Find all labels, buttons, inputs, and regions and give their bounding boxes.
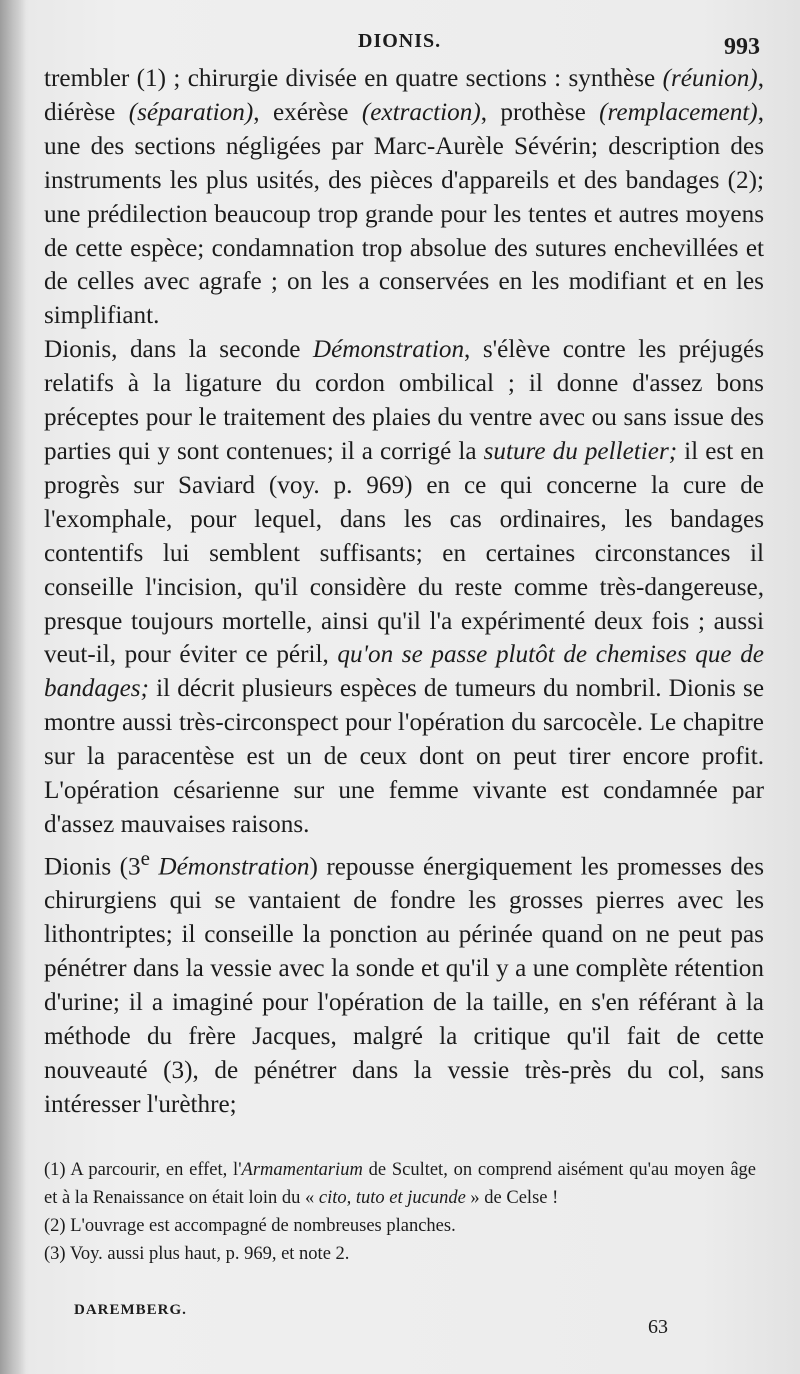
printer-signature: DAREMBERG. [74, 1302, 187, 1318]
text-run: (2) L'ouvrage est accompagné de nombreuses planches. [44, 1216, 456, 1236]
italic-text: (extraction) [361, 98, 481, 126]
text-run: Dionis, dans la seconde [44, 336, 313, 364]
text-run: , une des sections négligées par Marc-Aurèle Sévérin; description des instruments les plus usités, des pièces d'appareils et des bandages (2); une prédilection beaucoup trop grande pour les tentes et autres moyens de cette espèce; condamnation trop absolue des sutures enchevillées et de celles avec agrafe ; on les a conservées en les modifiant et en les simplifiant. [44, 98, 764, 330]
footnote [44, 1212, 756, 1240]
paragraph [44, 62, 764, 333]
text-run: il est en progrès sur Saviard (voy. p. 969) en ce qui concerne la cure de l'exomphale, pour lequel, dans les cas ordinaires, les bandages contentifs lui semblent suffisants; en certaines circonstances il conseille l'incision, qu'il considère du reste comme très-dangereuse, presque toujours mortelle, ainsi qu'il l'a expérimenté deux fois ; aussi veut-il, pour éviter ce péril, [44, 437, 764, 669]
footnote [44, 1240, 756, 1268]
italic-text: Démonstration [312, 336, 465, 364]
italic-text: qu'on se passe plutôt de chemises que de bandages; [44, 641, 764, 703]
italic-text: cito, tuto et jucunde [318, 1188, 466, 1208]
sheet-number: 63 [648, 1316, 668, 1338]
running-head: DIONIS. [358, 30, 442, 52]
text-run: il décrit plusieurs espèces de tumeurs du nombril. Dionis se montre aussi très-circonspect pour l'opération du sarcocèle. Le chapitre sur la paracentèse est un de ceux dont on peut tirer encore profit. L'opération césarienne sur une femme vivante est condamnée par d'assez mauvaises raisons. [44, 675, 764, 838]
italic-text: (remplacement) [599, 98, 758, 126]
text-run: (1) A parcourir, en effet, l' [44, 1160, 242, 1180]
italic-text: Armamentarium [241, 1160, 363, 1180]
italic-text: suture du pelletier; [483, 437, 678, 465]
footnotes [44, 1156, 756, 1268]
page-number: 993 [724, 34, 760, 60]
paragraph [44, 842, 764, 1122]
italic-text: (séparation) [128, 98, 254, 126]
italic-text: (réunion) [662, 65, 758, 92]
text-run: (3) Voy. aussi plus haut, p. 969, et note 2. [44, 1244, 350, 1264]
text-run: , s'élève contre les préjugés relatifs à la ligature du cordon ombilical ; il donne d'assez bons préceptes pour le traitement des plaies du ventre avec ou sans issue des parties qui y sont contenues; il a corrigé la [44, 336, 764, 465]
text-run: , prothèse [480, 98, 600, 126]
page-gutter-shadow [0, 0, 26, 1374]
text-run: , diérèse [44, 65, 764, 126]
page-header [0, 28, 800, 64]
text-run: , exérèse [253, 98, 362, 126]
italic-text: Démonstration [158, 853, 310, 881]
text-run: ) repousse énergiquement les promesses des chirurgiens qui se vantaient de fondre les grosses pierres avec les lithontriptes; il conseille la ponction au périnée quand on ne peut pas pénétrer dans la vessie avec la sonde et qu'il y a une complète rétention d'urine; il a imaginé pour l'opération de la taille, en s'en référant à la méthode du frère Jacques, malgré la critique qu'il fait de cette nouveauté (3), de pénétrer dans la vessie très-près du col, sans intéresser l'urèthre; [44, 853, 764, 1118]
text-run: de Scultet, on comprend aisément qu'au moyen âge et à la Renaissance on était loin du « [44, 1160, 756, 1208]
text-run: » de Celse ! [465, 1188, 559, 1208]
superscript-text: e [140, 845, 150, 870]
paragraph [44, 333, 764, 842]
text-run: trembler (1) ; chirurgie divisée en quatre sections : synthèse [44, 65, 663, 92]
text-run: Dionis (3 [44, 853, 141, 881]
footnote [44, 1156, 756, 1212]
body-text [44, 62, 764, 1121]
